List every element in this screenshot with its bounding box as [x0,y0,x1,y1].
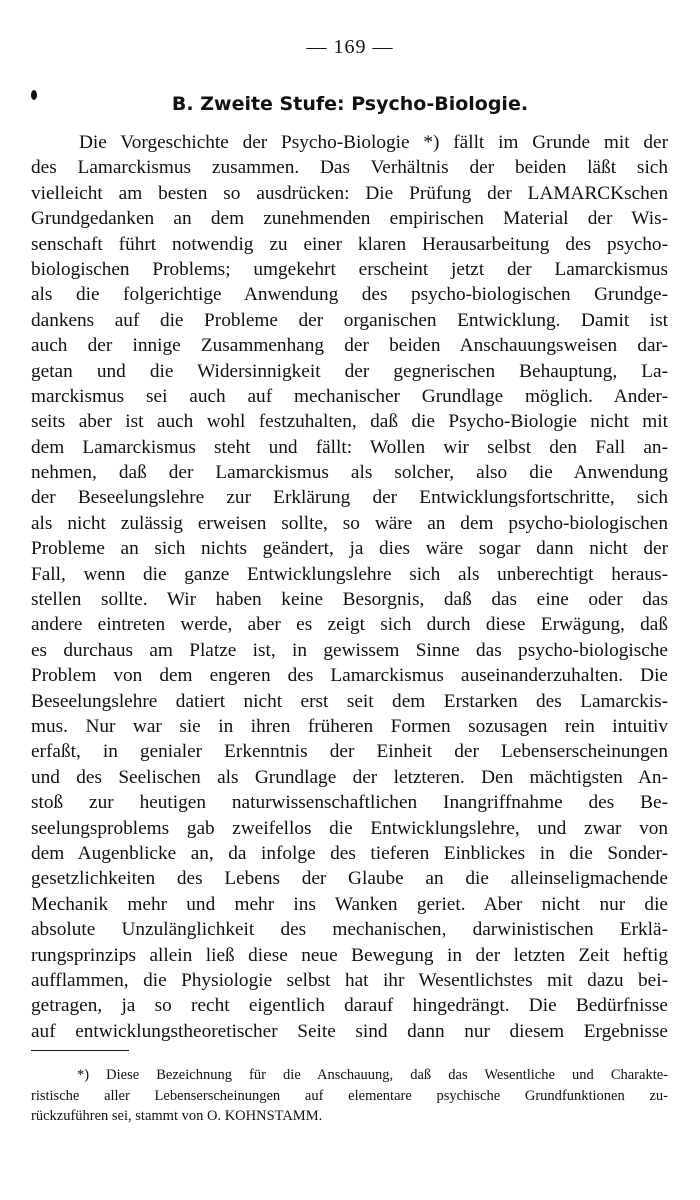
text-line: getragen, ja so recht eigentlich darauf hingedrängt. Die Bedürfnisse [31,995,668,1017]
text-line: stoß zur heutigen naturwissenschaftlichen Inangriffnahme des Be- [31,792,668,814]
text-line: Beseelungslehre datiert nicht erst seit dem Erstarken des Lamarckis- [31,690,668,712]
text-line: Die Vorgeschichte der Psycho-Biologie *) fällt im Grunde mit der [79,132,668,153]
text-line: Fall, wenn die ganze Entwicklungslehre sich als unberechtigt heraus- [31,563,668,585]
footnote-line: ristische aller Lebenserscheinungen auf elementare psychische Grundfunktionen zu- [31,1087,668,1104]
text-line: rungsprinzips allein ließ diese neue Bewegung in der letzten Zeit heftig [31,944,668,966]
text-line: als nicht zulässig erweisen sollte, so wäre an dem psycho-biologischen [31,512,668,534]
page-number: — 169 — [306,36,394,58]
text-line: Grundgedanken an dem zunehmenden empirischen Material der Wis- [31,208,668,230]
footnote-divider [31,1050,129,1051]
text-line: der Beseelungslehre zur Erklärung der Entwicklungsfortschritte, sich [31,487,668,509]
text-line: dem Augenblicke an, da infolge des tieferen Einblickes in die Sonder- [31,842,668,864]
text-line: Mechanik mehr und mehr ins Wanken geriet. Aber nicht nur die [31,893,668,915]
text-line: stellen sollte. Wir haben keine Besorgnis, daß das eine oder das [31,589,668,611]
text-line: marckismus sei auch auf mechanischer Grundlage möglich. Ander- [31,385,668,407]
text-line: erfaßt, in genialer Erkenntnis der Einheit der Lebenserscheinungen [31,741,668,763]
text-line: gesetzlichkeiten des Lebens der Glaube an die alleinseligmachende [31,868,668,890]
text-line: dankens auf die Probleme der organischen Entwicklung. Damit ist [31,309,668,331]
text-line: absolute Unzulänglichkeit des mechanischen, darwinistischen Erklä- [31,919,668,941]
text-line: dem Lamarckismus steht und fällt: Wollen wir selbst den Fall an- [31,436,668,458]
text-line: auch der innige Zusammenhang der beiden Anschauungsweisen dar- [31,335,668,357]
footnote-line: rückzuführen sei, stammt von O. KOHNSTAMM. [31,1108,323,1124]
text-line: Probleme an sich nichts geändert, ja dies wäre sogar dann nicht der [31,538,668,560]
text-line: seelungsproblems gab zweifellos die Entwicklungslehre, und zwar von [31,817,668,839]
section-heading: B. Zweite Stufe: Psycho-Biologie. [171,93,529,115]
text-line: auf entwicklungstheoretischer Seite sind dann nur diesem Ergebnisse [31,1020,668,1042]
text-line: aufflammen, die Physiologie selbst hat ihr Wesentlichstes mit dazu bei- [31,969,668,991]
footnote-line: *) Diese Bezeichnung für die Anschauung, daß das Wesentliche und Charakte- [77,1067,668,1083]
text-line: andere eintreten werde, aber es zeigt sich durch diese Erwägung, daß [31,614,668,636]
text-line: biologischen Problems; umgekehrt erscheint jetzt der Lamarckismus [31,258,668,280]
text-line: vielleicht am besten so ausdrücken: Die Prüfung der LAMARCKschen [31,182,668,204]
text-line: getan und die Widersinnigkeit der gegnerischen Behauptung, La- [31,360,668,382]
text-line: Problem von dem engeren des Lamarckismus auseinanderzuhalten. Die [31,665,668,687]
text-line: nehmen, daß der Lamarckismus als solcher, also die Anwendung [31,462,668,484]
text-line: und des Seelischen als Grundlage der letzteren. Den mächtigsten An- [31,766,668,788]
text-line: mus. Nur war sie in ihren früheren Formen sozusagen rein intuitiv [31,715,668,737]
text-line: seits aber ist auch wohl festzuhalten, daß die Psycho-Biologie nicht mit [31,411,668,433]
footnote [31,1065,668,1127]
text-line: senschaft führt notwendig zu einer klaren Herausarbeitung des psycho- [31,233,668,255]
text-line: des Lamarckismus zusammen. Das Verhältnis der beiden läßt sich [31,157,668,179]
text-line: als die folgerichtige Anwendung des psycho-biologischen Grundge- [31,284,668,306]
text-line: es durchaus am Platze ist, in gewissem Sinne das psycho-biologische [31,639,668,661]
main-text [31,130,668,1044]
